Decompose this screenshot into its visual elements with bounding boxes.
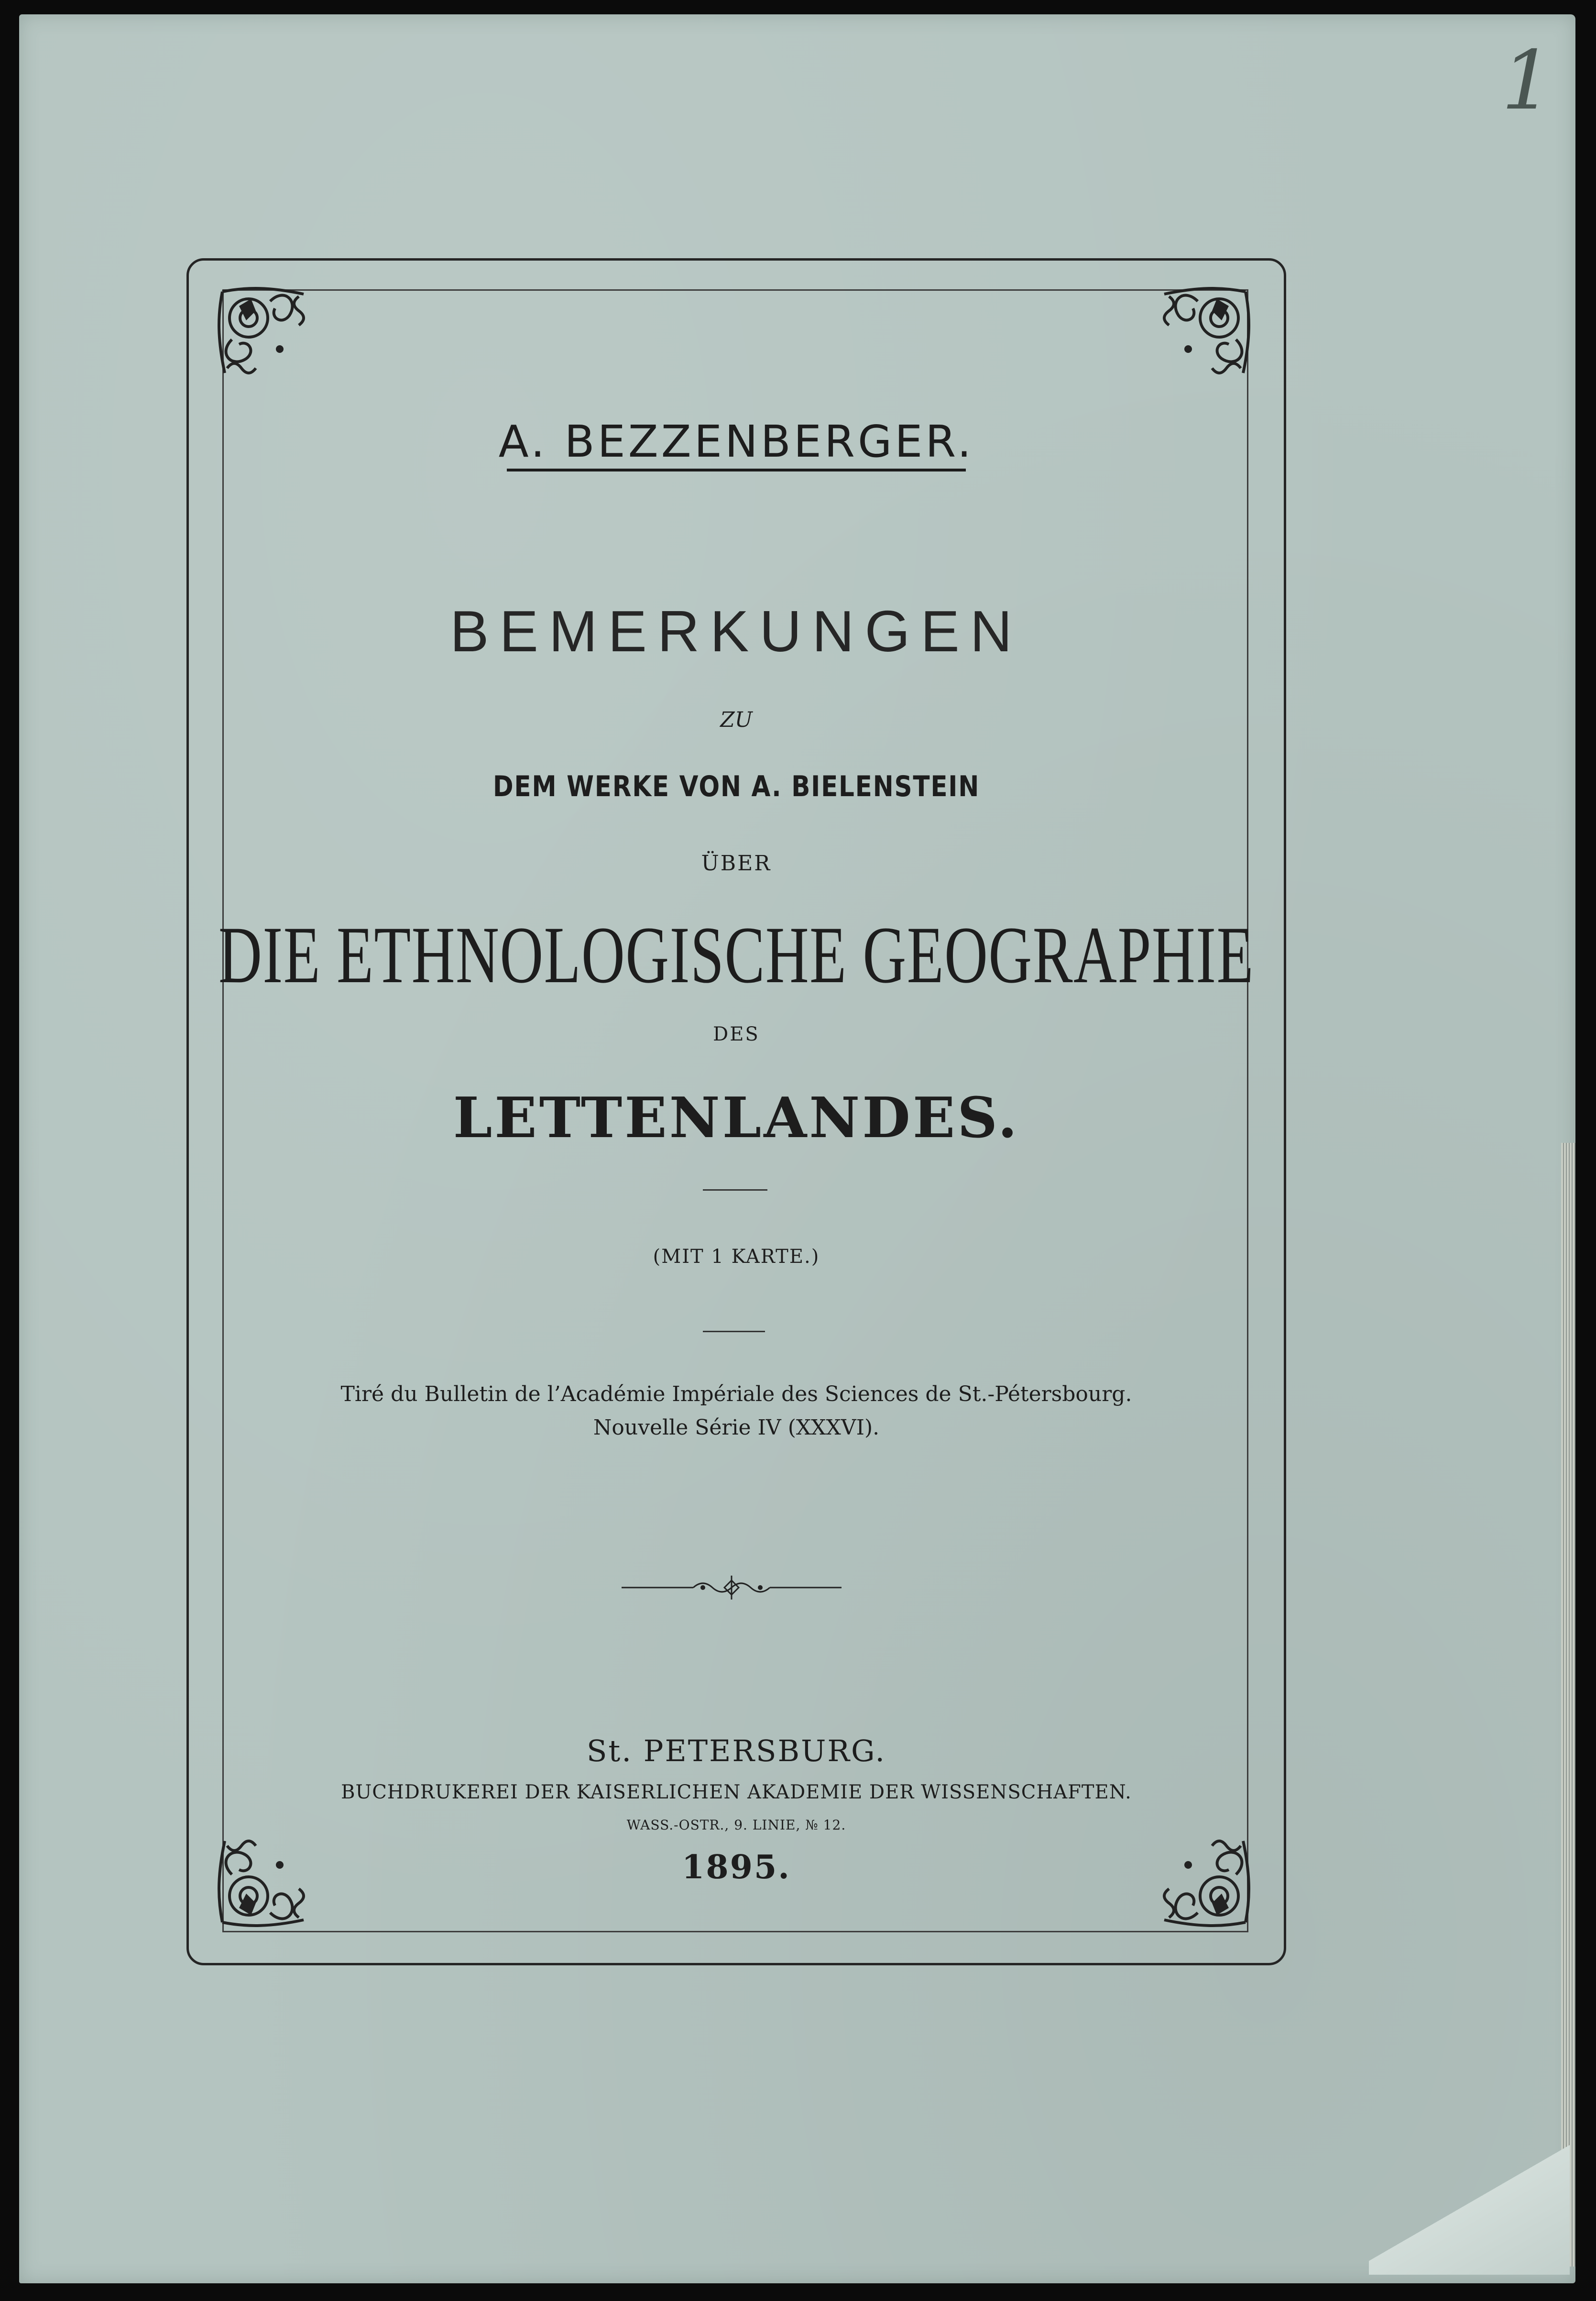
title-bemerkungen: BEMERKUNGEN (450, 599, 1023, 664)
publication-city: St. PETERSBURG. (586, 1733, 886, 1768)
map-note: (MIT 1 KARTE.) (653, 1246, 820, 1268)
short-rule-lower (703, 1331, 765, 1332)
connector-des: DES (713, 1023, 760, 1045)
source-line-2: Nouvelle Série IV (XXXVI). (593, 1415, 880, 1440)
printer-name: BUCHDRUKEREI DER KAISERLICHEN AKADEMIE DER WISSENSCHAFTEN. (341, 1781, 1132, 1803)
title-lettenlandes: LETTENLANDES. (453, 1085, 1020, 1150)
folded-corner (1369, 2131, 1570, 2275)
fleuron-divider-icon (622, 1573, 842, 1602)
author-name: A. BEZZENBERGER. (498, 416, 974, 467)
page-edges (1561, 1143, 1575, 2267)
corner-ornament-top-right-icon (1145, 273, 1265, 392)
title-geography: DIE ETHNOLOGISCHE GEOGRAPHIE (219, 910, 1254, 1000)
connector-ueber: ÜBER (701, 851, 772, 876)
connector-zu: ZU (720, 708, 753, 732)
printer-address: WASS.-OSTR., 9. LINIE, № 12. (626, 1817, 846, 1833)
source-line-1: Tiré du Bulletin de l’Académie Impériale des Sciences de St.-Pétersbourg. (340, 1382, 1132, 1406)
publication-year: 1895. (682, 1848, 791, 1886)
short-rule-upper (703, 1189, 767, 1191)
folio-mark: 1 (1501, 33, 1553, 128)
subject-work-line: DEM WERKE VON A. BIELENSTEIN (492, 770, 980, 803)
corner-ornament-top-left-icon (203, 273, 323, 392)
author-underline (507, 469, 966, 471)
